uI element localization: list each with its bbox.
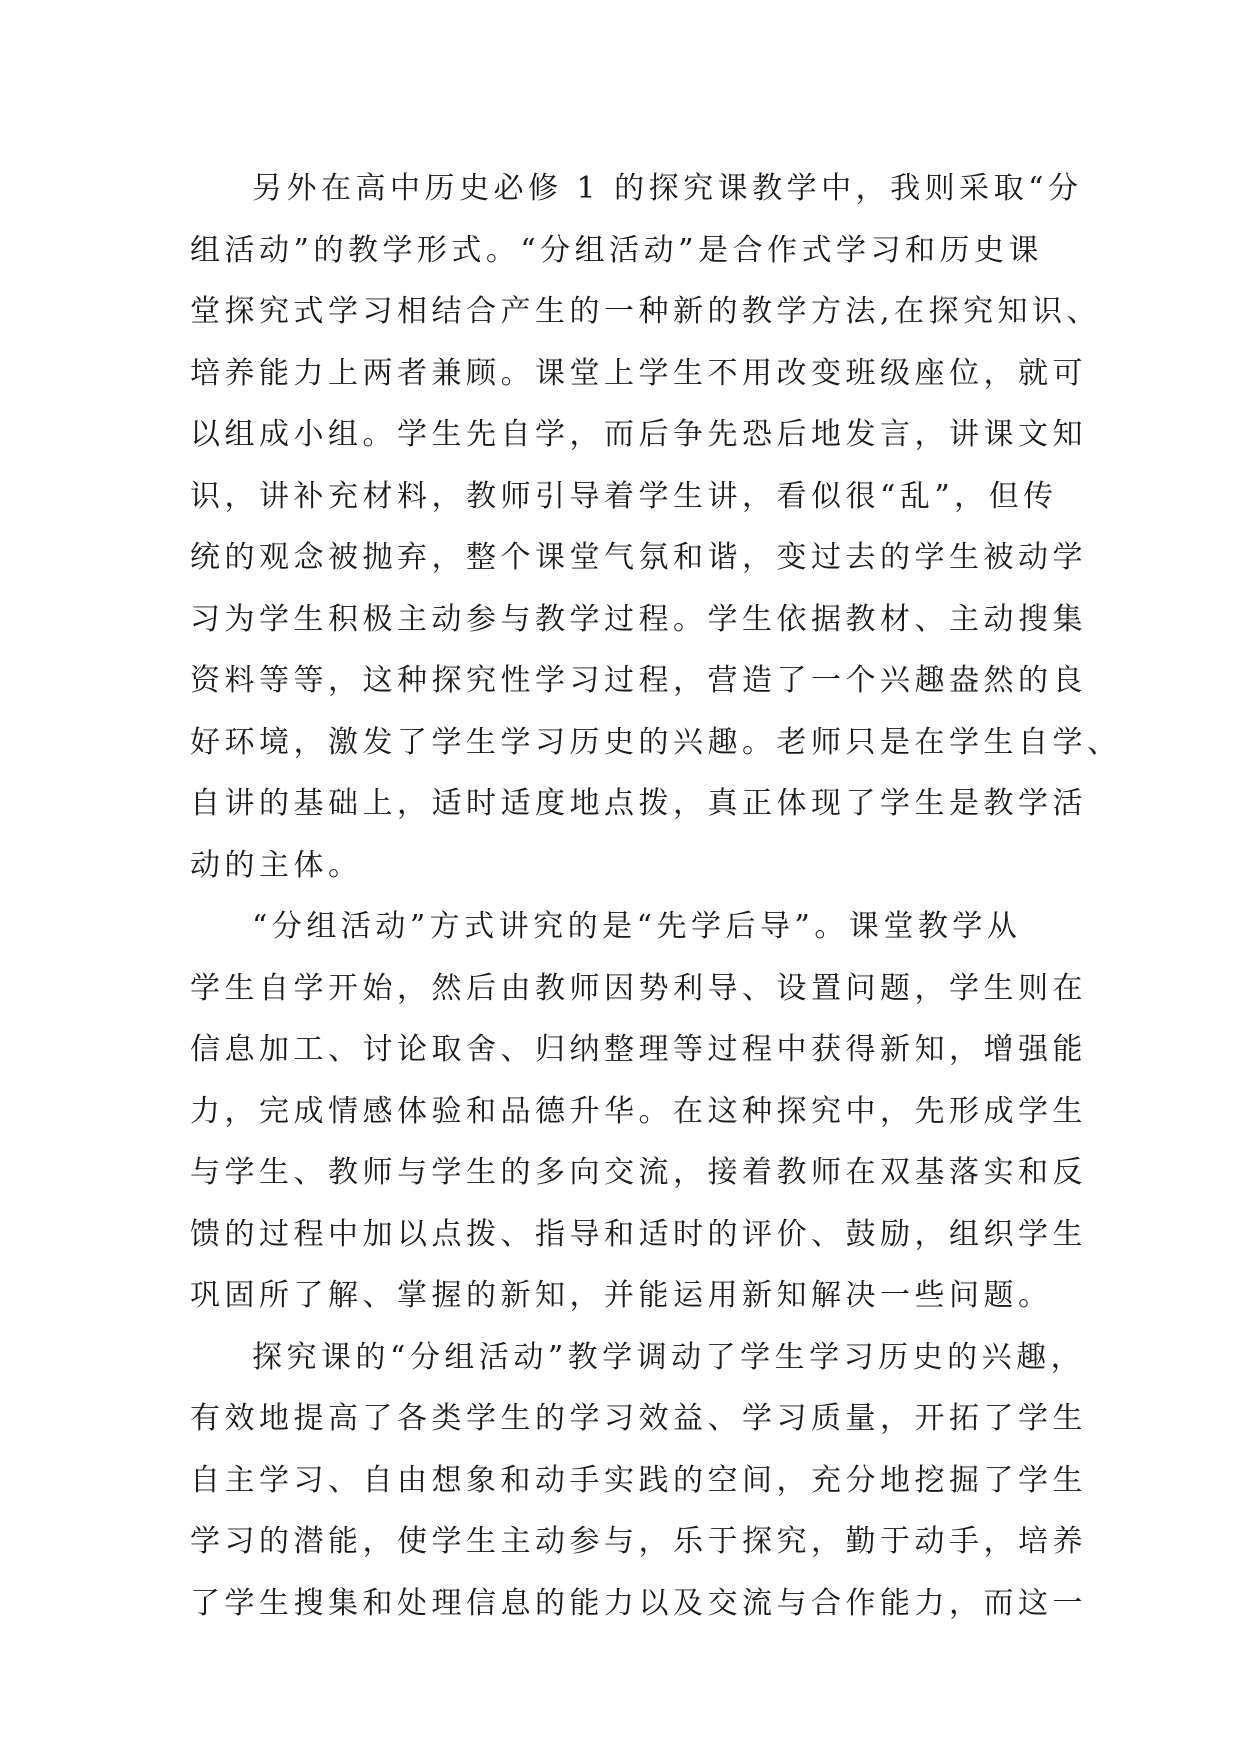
text-line: 探究课的“分组活动”教学调动了学生学习历史的兴趣，	[252, 1339, 1086, 1375]
text-line: 学生自学开始，然后由教师因势利导、设置问题，学生则在	[190, 970, 1087, 1006]
text-line: 好环境，激发了学生学习历史的兴趣。老师只是在学生自学、	[190, 724, 1122, 760]
text-line: 统的观念被抛弃，整个课堂气氛和谐，变过去的学生被动学	[190, 540, 1087, 575]
text-line: 力，完成情感体验和品德升华。在这种探究中，先形成学生	[190, 1093, 1087, 1129]
text-line: 自主学习、自由想象和动手实践的空间，充分地挖掘了学生	[190, 1462, 1087, 1498]
text-line: 与学生、教师与学生的多向交流，接着教师在双基落实和反	[190, 1155, 1087, 1190]
text-line: 了学生搜集和处理信息的能力以及交流与合作能力，而这一	[190, 1585, 1087, 1621]
text-line: 学习的潜能，使学生主动参与，乐于探究，勤于动手，培养	[190, 1524, 1087, 1559]
text-line: 习为学生积极主动参与教学过程。学生依据教材、主动搜集	[190, 601, 1087, 637]
text-line: 巩固所了解、掌握的新知，并能运用新知解决一些问题。	[190, 1278, 1053, 1313]
text-line: 另外在高中历史必修 1 的探究课教学中，我则采取“分	[252, 171, 1083, 206]
text-line: 动的主体。	[190, 847, 363, 883]
text-line: 资料等等，这种探究性学习过程，营造了一个兴趣盎然的良	[190, 663, 1087, 698]
text-line: 培养能力上两者兼顾。课堂上学生不用改变班级座位，就可	[190, 355, 1087, 391]
text-line: “分组活动”方式讲究的是“先学后导”。课堂教学从	[252, 909, 1022, 944]
body-text	[190, 158, 1122, 1634]
text-line: 信息加工、讨论取舍、归纳整理等过程中获得新知，增强能	[190, 1032, 1087, 1067]
text-line: 组活动”的教学形式。“分组活动”是合作式学习和历史课	[190, 232, 1044, 268]
text-line: 堂探究式学习相结合产生的一种新的教学方法,在探究知识、	[190, 294, 1102, 329]
text-line: 有效地提高了各类学生的学习效益、学习质量，开拓了学生	[190, 1401, 1087, 1436]
text-line: 自讲的基础上，适时适度地点拨，真正体现了学生是教学活	[190, 786, 1087, 821]
text-line: 识，讲补充材料，教师引导着学生讲，看似很“乱”，但传	[190, 478, 1058, 514]
text-line: 以组成小组。学生先自学，而后争先恐后地发言，讲课文知	[190, 417, 1087, 452]
text-line: 馈的过程中加以点拨、指导和适时的评价、鼓励，组织学生	[190, 1216, 1087, 1252]
